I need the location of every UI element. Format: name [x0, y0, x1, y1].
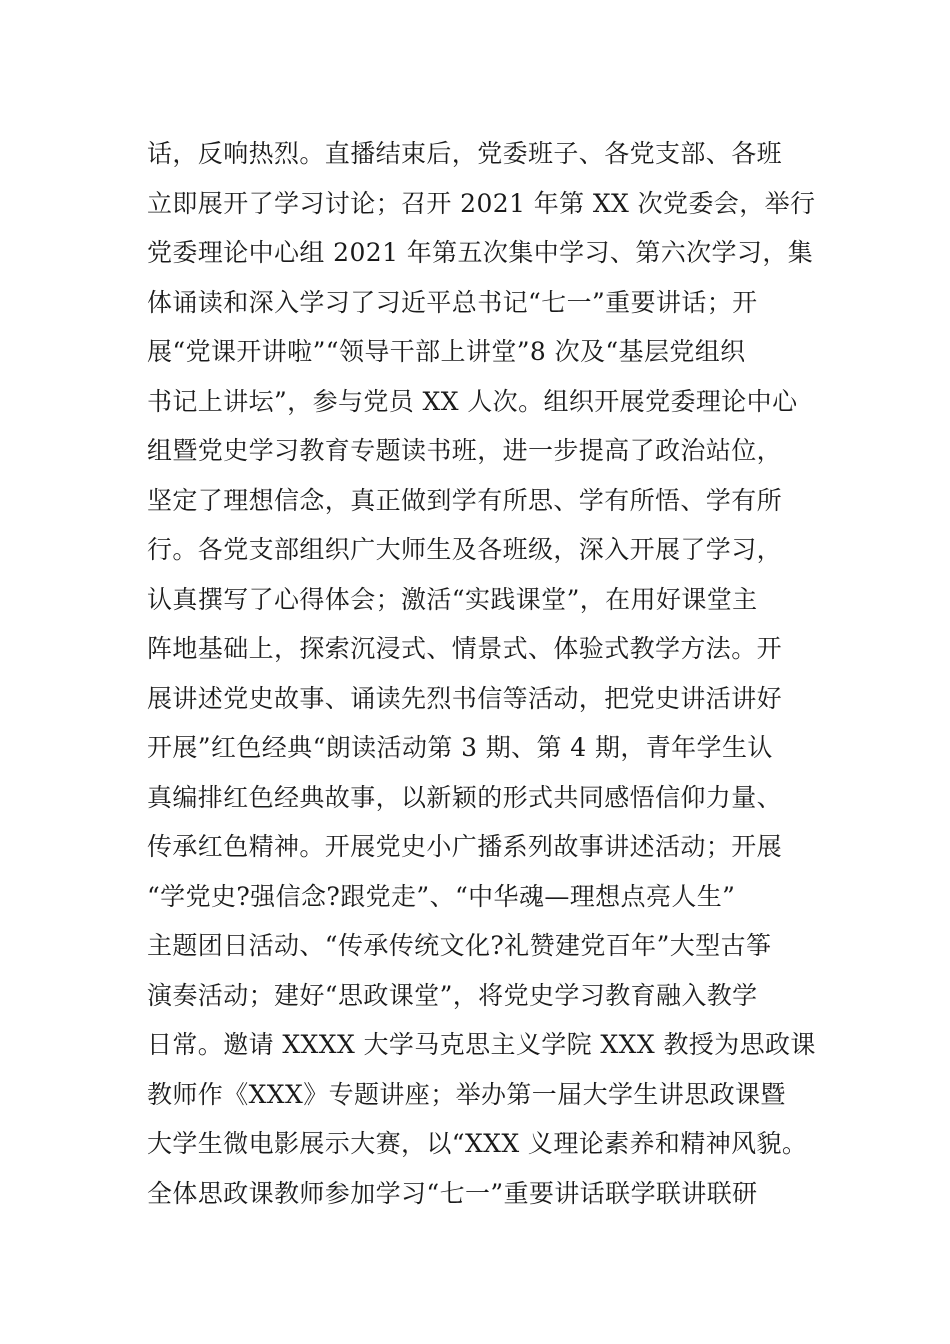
text-line-9: 行。各党支部组织广大师生及各班级，深入开展了学习， [147, 535, 783, 564]
text-line-13: 开展”红色经典“朗读活动第 3 期、第 4 期，青年学生认 [147, 733, 773, 762]
text-line-6: 书记上讲坛”，参与党员 XX 人次。组织开展党委理论中心 [147, 386, 798, 416]
text-line-2: 立即展开了学习讨论；召开 2021 年第 XX 次党委会，举行 [147, 188, 816, 218]
text-line-1: 话，反响热烈。直播结束后，党委班子、各党支部、各班 [147, 139, 783, 168]
text-line-3: 党委理论中心组 2021 年第五次集中学习、第六次学习，集 [147, 238, 814, 267]
text-line-11: 阵地基础上，探索沉浸式、情景式、体验式教学方法。开 [147, 634, 783, 663]
text-line-8: 坚定了理想信念，真正做到学有所思、学有所悟、学有所 [147, 485, 783, 515]
text-line-4: 体诵读和深入学习了习近平总书记“七一”重要讲话；开 [147, 287, 758, 317]
text-line-12: 展讲述党史故事、诵读先烈书信等活动，把党史讲活讲好 [147, 683, 783, 713]
text-line-17: 主题团日活动、“传承传统文化?礼赞建党百年”大型古筝 [147, 931, 772, 960]
text-line-20: 教师作《XXX》专题讲座；举办第一届大学生讲思政课暨 [147, 1079, 786, 1109]
text-line-5: 展“党课开讲啦”“领导干部上讲堂”8 次及“基层党组织 [147, 337, 746, 366]
text-line-16: “学党史?强信念?跟党走”、“中华魂—理想点亮人生” [147, 881, 736, 911]
text-line-14: 真编排红色经典故事，以新颖的形式共同感悟信仰力量、 [147, 782, 783, 812]
text-line-19: 日常。邀请 XXXX 大学马克思主义学院 XXX 教授为思政课 [147, 1030, 816, 1059]
text-line-22: 全体思政课教师参加学习“七一”重要讲话联学联讲联研 [147, 1178, 758, 1208]
body-paragraph [147, 129, 847, 1218]
text-line-21: 大学生微电影展示大赛，以“XXX 义理论素养和精神风貌。 [147, 1129, 808, 1158]
text-line-15: 传承红色精神。开展党史小广播系列故事讲述活动；开展 [147, 832, 783, 861]
text-line-7: 组暨党史学习教育专题读书班，进一步提高了政治站位， [147, 436, 783, 465]
text-line-10: 认真撰写了心得体会；激活“实践课堂”，在用好课堂主 [147, 584, 758, 614]
text-line-18: 演奏活动；建好“思政课堂”，将党史学习教育融入教学 [147, 980, 758, 1010]
